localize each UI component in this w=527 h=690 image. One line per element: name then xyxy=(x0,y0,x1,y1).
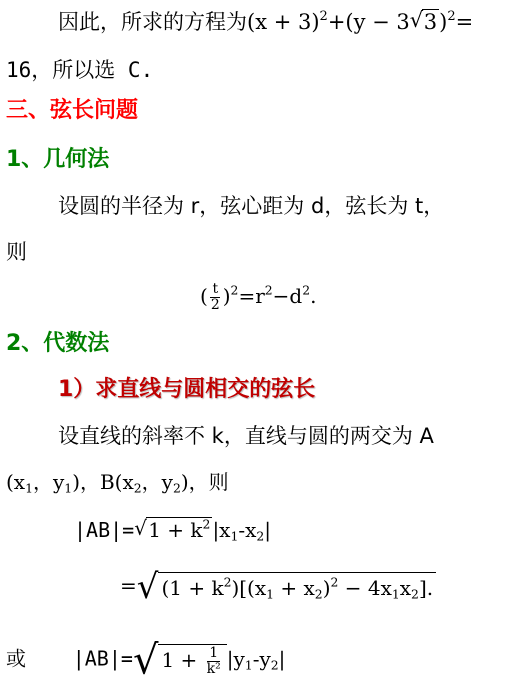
lhs: |AB|= xyxy=(72,646,133,671)
exp: 2 xyxy=(319,8,328,24)
formula-chord-y xyxy=(6,637,286,683)
numerator: t xyxy=(212,281,219,298)
t: + x xyxy=(274,576,315,600)
geometry-formula xyxy=(200,282,316,313)
sub: 1 xyxy=(230,528,239,544)
t: − 4x xyxy=(338,576,392,600)
exp: 2 xyxy=(447,8,456,24)
heading-geometry-method: 1、几何法 xyxy=(6,147,110,172)
sqrt-icon: √ xyxy=(132,637,159,683)
sub: 2 xyxy=(314,586,323,602)
or-label: 或 xyxy=(6,646,26,671)
eq-close: ) xyxy=(439,10,448,34)
exp: 2 xyxy=(330,574,339,590)
numerator: 1 xyxy=(209,644,219,661)
subheading-chord-length: 1）求直线与圆相交的弦长 xyxy=(58,377,316,402)
radicand: 3 xyxy=(423,10,438,34)
abs: -x xyxy=(238,518,257,542)
eq-part-1: (x + 3) xyxy=(247,10,320,34)
geometry-text: 设圆的半径为 r，弦心距为 d，弦长为 t， xyxy=(58,194,445,218)
sub: 1 xyxy=(64,480,73,496)
section-heading: 三、弦长问题 xyxy=(6,98,139,123)
geometry-then: 则 xyxy=(6,240,27,264)
sub: 1 xyxy=(25,480,33,496)
lhs: |AB|= xyxy=(74,518,135,542)
pt: )，B(x xyxy=(72,470,134,494)
abs: | xyxy=(278,646,286,671)
denominator: k² xyxy=(206,660,221,677)
denominator: 2 xyxy=(210,297,220,313)
exp: 2 xyxy=(223,574,232,590)
abs: |x xyxy=(212,518,231,542)
line-equation-result xyxy=(58,8,473,36)
abs: |y xyxy=(226,646,245,671)
exp: 2 xyxy=(202,516,211,532)
t: ) xyxy=(322,576,331,600)
fraction xyxy=(205,646,223,676)
abs: | xyxy=(264,518,272,542)
t: )[(x xyxy=(231,576,267,600)
paren-open: ( xyxy=(200,284,208,308)
sub: 2 xyxy=(411,586,419,602)
sqrt-icon: √ xyxy=(136,567,159,607)
sub: 2 xyxy=(270,657,279,673)
exp: 2 xyxy=(302,282,311,298)
abs: -y xyxy=(252,646,271,671)
rad-text: 1 + k xyxy=(148,518,203,542)
sub: 2 xyxy=(256,528,265,544)
line-answer: 16，所以选 C. xyxy=(6,58,154,82)
t: x xyxy=(399,576,412,600)
radicand xyxy=(158,572,436,602)
algebra-points xyxy=(6,468,229,496)
sub: 2 xyxy=(172,480,181,496)
exp: 2 xyxy=(264,282,273,298)
pt: ，y xyxy=(141,470,173,494)
sqrt-3: √ 3 xyxy=(409,8,438,34)
radicand xyxy=(146,517,212,542)
radicand xyxy=(158,644,226,677)
heading-algebra-method: 2、代数法 xyxy=(6,331,110,356)
formula-chord-x xyxy=(74,516,271,544)
sub: 1 xyxy=(391,586,400,602)
sqrt: √ $1 + k^2$ xyxy=(134,516,211,542)
sub: 2 xyxy=(133,480,142,496)
algebra-text: 设直线的斜率不 k，直线与圆的两交为 A xyxy=(58,424,434,448)
text-prefix: 因此，所求的方程为 xyxy=(58,10,247,34)
eq: = xyxy=(120,573,137,598)
t: 1 + xyxy=(161,647,204,672)
pt: ，y xyxy=(32,470,65,494)
period: . xyxy=(310,284,317,308)
t: ]. xyxy=(418,576,434,600)
term-d: −d xyxy=(272,284,303,308)
eq-sign: = xyxy=(455,10,474,34)
term-r: =r xyxy=(238,284,265,308)
formula-chord-expanded xyxy=(120,567,436,607)
pt: (x xyxy=(6,470,26,494)
sub: 1 xyxy=(244,657,253,673)
fraction-t-over-2 xyxy=(209,282,222,312)
paren-close: ) xyxy=(222,284,231,308)
sub: 1 xyxy=(266,586,275,602)
exp: 2 xyxy=(230,282,239,298)
t: (1 + k xyxy=(161,576,224,600)
pt: )，则 xyxy=(180,470,229,494)
eq-part-2: +(y − 3 xyxy=(327,10,410,34)
